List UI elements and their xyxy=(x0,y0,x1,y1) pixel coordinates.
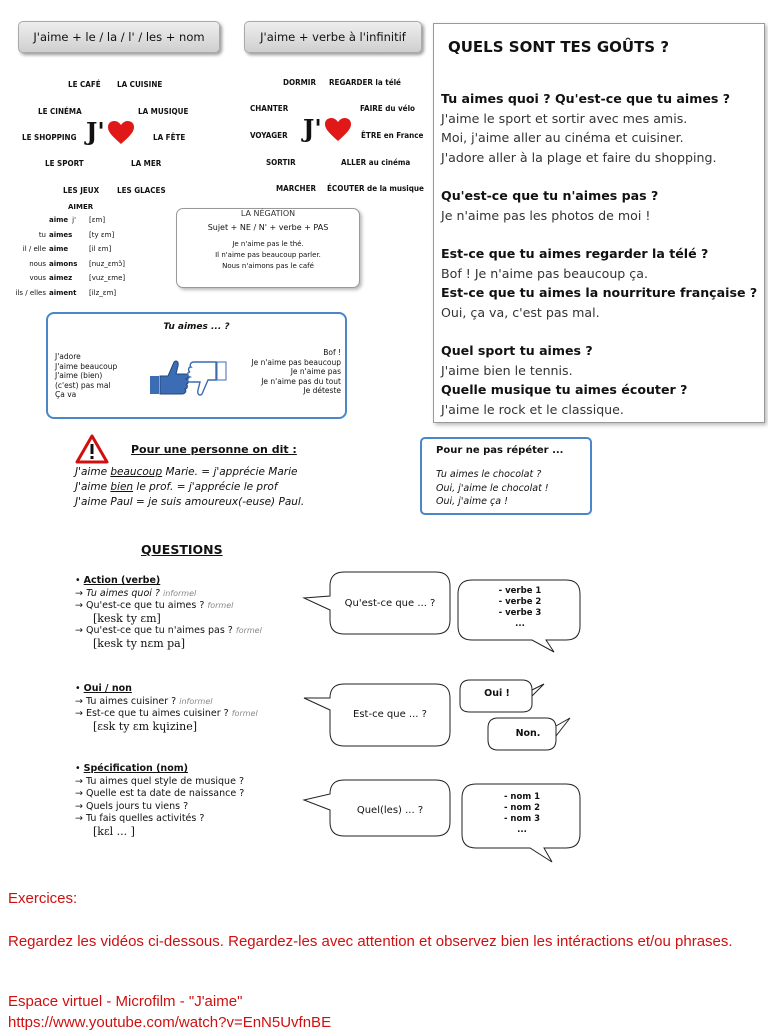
pill-verbe: J'aime + verbe à l'infinitif xyxy=(244,21,422,53)
dislike-item: Je n'aime pas xyxy=(290,367,341,376)
question-text: Qu'est-ce que tu aimes ? xyxy=(85,600,205,611)
repeter-title: Pour ne pas répéter ... xyxy=(436,445,564,456)
question-line: → Tu aimes cuisiner ? informel xyxy=(75,695,213,707)
conj-pronoun: nous xyxy=(29,259,46,268)
conj-verb: aimes xyxy=(49,230,73,239)
noun-word: LE SPORT xyxy=(45,159,84,168)
personne-lines xyxy=(75,465,304,510)
verb-word: CHANTER xyxy=(250,104,289,113)
question-text: Quels jours tu viens ? xyxy=(85,800,189,812)
pill-nom: J'aime + le / la / l' / les + nom xyxy=(18,21,220,53)
bubble-label: Quel(les) ... ? xyxy=(356,805,424,816)
personne-line xyxy=(75,480,304,495)
like-item: J'adore xyxy=(55,352,81,361)
verb-word: DORMIR xyxy=(283,78,317,87)
question-line: → Qu'est-ce que tu n'aimes pas ? formel xyxy=(75,625,262,636)
negation-rule: Sujet + NE / N' + verbe + PAS xyxy=(207,223,329,232)
question-line: → Est-ce que tu aimes cuisiner ? formel xyxy=(75,708,258,719)
verb-word: ALLER au cinéma xyxy=(341,158,411,167)
underlined-word: beaucoup xyxy=(110,466,163,478)
bubble-label: Est-ce que ... ? xyxy=(353,709,427,720)
question-line: → Qu'est-ce que tu aimes ? formel xyxy=(75,600,234,611)
verb-word: MARCHER xyxy=(276,184,317,193)
noun-word: LES JEUX xyxy=(63,186,100,195)
question-text: Tu aimes quoi ? xyxy=(85,587,160,599)
answer-item: ... xyxy=(517,825,527,835)
question-line: → Tu fais quelles activités ? xyxy=(75,813,205,824)
text-run: Marie. = j'apprécie Marie xyxy=(162,466,298,478)
tu-aimes-title: Tu aimes ... ? xyxy=(163,322,230,332)
answer-item: - nom 1 xyxy=(503,792,541,802)
exercices-instructions: Regardez les vidéos ci-dessous. Regardez-les avec attention et observez bien les intéractions et/ou phrases. xyxy=(8,933,733,950)
gouts-answer: J'adore aller à la plage et faire du shopping. xyxy=(441,149,717,165)
like-item: J'aime (bien) xyxy=(55,371,103,380)
negation-example: Je n'aime pas le thé. xyxy=(232,240,304,248)
repeter-line: Oui, j'aime le chocolat ! xyxy=(436,482,549,494)
aimer-rows xyxy=(0,216,130,303)
question-text: Tu aimes cuisiner ? xyxy=(85,695,177,707)
conj-phonetic: [ɛm] xyxy=(89,216,106,224)
thumbs-icon xyxy=(148,358,228,398)
question-text: Qu'est-ce que tu n'aimes pas ? xyxy=(85,625,233,636)
like-item: J'aime beaucoup xyxy=(55,361,118,371)
repeter-lines xyxy=(436,468,549,509)
underlined-word: bien xyxy=(110,481,134,493)
conj-verb: aimons xyxy=(49,259,78,268)
answer-oui: Oui ! xyxy=(484,688,510,699)
noun-word: LE CAFÉ xyxy=(68,80,101,89)
register-tag: informel xyxy=(163,588,197,598)
warning-icon xyxy=(75,434,109,464)
gouts-answer: Oui, ça va, c'est pas mal. xyxy=(441,304,600,320)
negation-example: Il n'aime pas beaucoup parler. xyxy=(215,251,321,259)
question-line: → Quels jours tu viens ? xyxy=(75,800,189,812)
conj-row xyxy=(0,260,130,275)
video-link[interactable]: https://www.youtube.com/watch?v=EnN5UvfnBE xyxy=(8,1014,332,1031)
aimer-title: AIMER xyxy=(68,203,94,211)
j-letter: J' xyxy=(86,117,105,146)
answer-item: ... xyxy=(515,619,525,629)
tu-aimes-box xyxy=(46,312,347,419)
conj-phonetic: [ilz_ɛm] xyxy=(89,288,117,297)
verb-word: ÊTRE en France xyxy=(361,131,424,140)
question-heading xyxy=(75,763,305,776)
conj-pronoun: tu xyxy=(38,230,46,239)
conj-verb: aime xyxy=(49,245,69,253)
like-item: Ça va xyxy=(55,390,77,399)
conj-pronoun: ils / elles xyxy=(15,288,46,297)
gouts-answer: Bof ! Je n'aime pas beaucoup ça. xyxy=(441,265,648,281)
gouts-answer: J'aime le sport et sortir avec mes amis. xyxy=(441,110,688,126)
conj-row xyxy=(0,289,130,304)
dislike-item: Je n'aime pas beaucoup xyxy=(251,357,341,367)
answer-item: - nom 3 xyxy=(503,814,541,824)
conj-verb: aimez xyxy=(49,274,73,282)
verb-word: ÉCOUTER de la musique xyxy=(327,184,424,193)
gouts-dialog xyxy=(441,89,761,419)
phonetic: [ɛsk ty ɛm kɥizine] xyxy=(93,719,198,733)
question-heading xyxy=(75,575,305,588)
dislike-item: Je déteste xyxy=(303,386,341,395)
question-line: → Tu aimes quel style de musique ? xyxy=(75,775,244,787)
bullet-glyph: • xyxy=(75,763,81,774)
conj-row xyxy=(0,274,130,289)
gouts-answer: Je n'aime pas les photos de moi ! xyxy=(441,207,651,223)
phonetic: [kesk ty ɛm] xyxy=(93,611,161,625)
text-run: J'aime xyxy=(75,466,111,478)
gouts-question: Quelle musique tu aimes écouter ? xyxy=(441,382,688,397)
like-item: (c'est) pas mal xyxy=(55,380,111,390)
personne-line xyxy=(75,465,304,480)
answer-item: - verbe 1 xyxy=(498,586,542,596)
personne-title: Pour une personne on dit : xyxy=(131,443,297,456)
conj-row xyxy=(0,231,130,246)
questions-spec xyxy=(75,763,305,838)
conj-pronoun: j' xyxy=(72,216,76,224)
section-heading: Action (verbe) xyxy=(83,575,161,586)
section-heading: Spécification (nom) xyxy=(83,763,188,774)
text-run: le prof. = j'apprécie le prof xyxy=(133,481,278,493)
j-letter: J' xyxy=(303,114,322,143)
phonetic: [kɛl ... ] xyxy=(93,824,135,838)
question-line: → Tu aimes quoi ? informel xyxy=(75,587,197,599)
bullet-glyph: • xyxy=(75,575,81,586)
negation-example: Nous n'aimons pas le café xyxy=(222,262,314,270)
answer-item: - nom 2 xyxy=(503,803,541,813)
register-tag: formel xyxy=(231,709,258,718)
bullet-glyph: • xyxy=(75,683,81,694)
video-title: Espace virtuel - Microfilm - "J'aime" xyxy=(8,993,243,1010)
bubble-label: Qu'est-ce que ... ? xyxy=(344,598,436,609)
section-heading: Oui / non xyxy=(83,683,132,694)
gouts-box xyxy=(433,23,765,423)
gouts-question: Est-ce que tu aimes regarder la télé ? xyxy=(441,246,709,261)
gouts-title: QUELS SONT TES GOÛTS ? xyxy=(448,38,670,56)
question-text: Tu fais quelles activités ? xyxy=(85,813,205,824)
register-tag: informel xyxy=(179,696,213,706)
gouts-question: Tu aimes quoi ? Qu'est-ce que tu aimes ? xyxy=(441,91,731,106)
gouts-question: Quel sport tu aimes ? xyxy=(441,343,593,358)
register-tag: formel xyxy=(207,601,234,610)
verb-word: SORTIR xyxy=(266,158,296,167)
gouts-question: Qu'est-ce que tu n'aimes pas ? xyxy=(441,188,659,203)
gouts-answer: J'aime bien le tennis. xyxy=(441,362,573,378)
heart-icon xyxy=(325,118,351,142)
dislikes-list xyxy=(251,348,341,396)
noun-word: LES GLACES xyxy=(117,186,166,195)
questions-title: QUESTIONS xyxy=(141,542,223,557)
conj-pronoun: il / elle xyxy=(22,245,46,253)
negation-title: LA NÉGATION xyxy=(240,209,296,218)
question-text: Tu aimes quel style de musique ? xyxy=(85,775,244,787)
register-tag: formel xyxy=(235,626,262,635)
noun-word: LA MER xyxy=(131,159,162,168)
conj-pronoun: vous xyxy=(29,274,46,282)
dislike-item: Je n'aime pas du tout xyxy=(261,376,341,386)
text-run: J'aime xyxy=(75,481,111,493)
bubble-answers xyxy=(472,792,572,836)
repeter-box xyxy=(420,437,592,515)
verb-word: VOYAGER xyxy=(250,131,288,140)
gouts-answer: J'aime le rock et le classique. xyxy=(441,401,624,417)
conj-row xyxy=(0,245,130,260)
conj-phonetic: [vuz_ɛme] xyxy=(89,274,126,282)
heart-icon xyxy=(108,121,134,145)
conj-verb: aime xyxy=(49,216,69,224)
dislike-item: Bof ! xyxy=(323,348,341,357)
noun-word: LA FÊTE xyxy=(153,133,186,142)
conj-row xyxy=(0,216,130,231)
noun-word: LE SHOPPING xyxy=(22,133,77,142)
question-text: Quelle est ta date de naissance ? xyxy=(85,788,245,799)
conj-phonetic: [il ɛm] xyxy=(89,245,112,253)
answer-item: - verbe 3 xyxy=(498,608,542,618)
bubble-answers xyxy=(470,586,570,630)
question-text: Est-ce que tu aimes cuisiner ? xyxy=(85,708,229,719)
gouts-question: Est-ce que tu aimes la nourriture française ? xyxy=(441,285,758,300)
negation-box xyxy=(176,208,360,288)
phonetic: [kesk ty nɛm pa] xyxy=(93,636,186,650)
noun-word: LA MUSIQUE xyxy=(138,107,189,116)
question-line: → Quelle est ta date de naissance ? xyxy=(75,788,245,799)
gouts-answer: Moi, j'aime aller au cinéma et cuisiner. xyxy=(441,130,684,145)
conj-phonetic: [ty ɛm] xyxy=(89,230,115,239)
verb-word: REGARDER la télé xyxy=(329,78,401,87)
conj-phonetic: [nuz_ɛmɔ̃] xyxy=(89,259,125,268)
repeter-line: Tu aimes le chocolat ? xyxy=(436,469,542,480)
conj-verb: aiment xyxy=(49,288,77,297)
questions-oui xyxy=(75,683,305,733)
likes-list xyxy=(55,352,117,400)
exercices-heading: Exercices: xyxy=(8,890,78,907)
question-heading xyxy=(75,683,305,696)
noun-word: LA CUISINE xyxy=(117,80,163,89)
noun-word: LE CINÉMA xyxy=(38,107,82,116)
questions-action xyxy=(75,575,305,650)
personne-line: J'aime Paul = je suis amoureux(-euse) Paul. xyxy=(75,496,305,508)
answer-non: Non. xyxy=(515,728,541,739)
verb-word: FAIRE du vélo xyxy=(360,104,415,113)
answer-item: - verbe 2 xyxy=(498,597,542,607)
repeter-line: Oui, j'aime ça ! xyxy=(436,496,508,507)
